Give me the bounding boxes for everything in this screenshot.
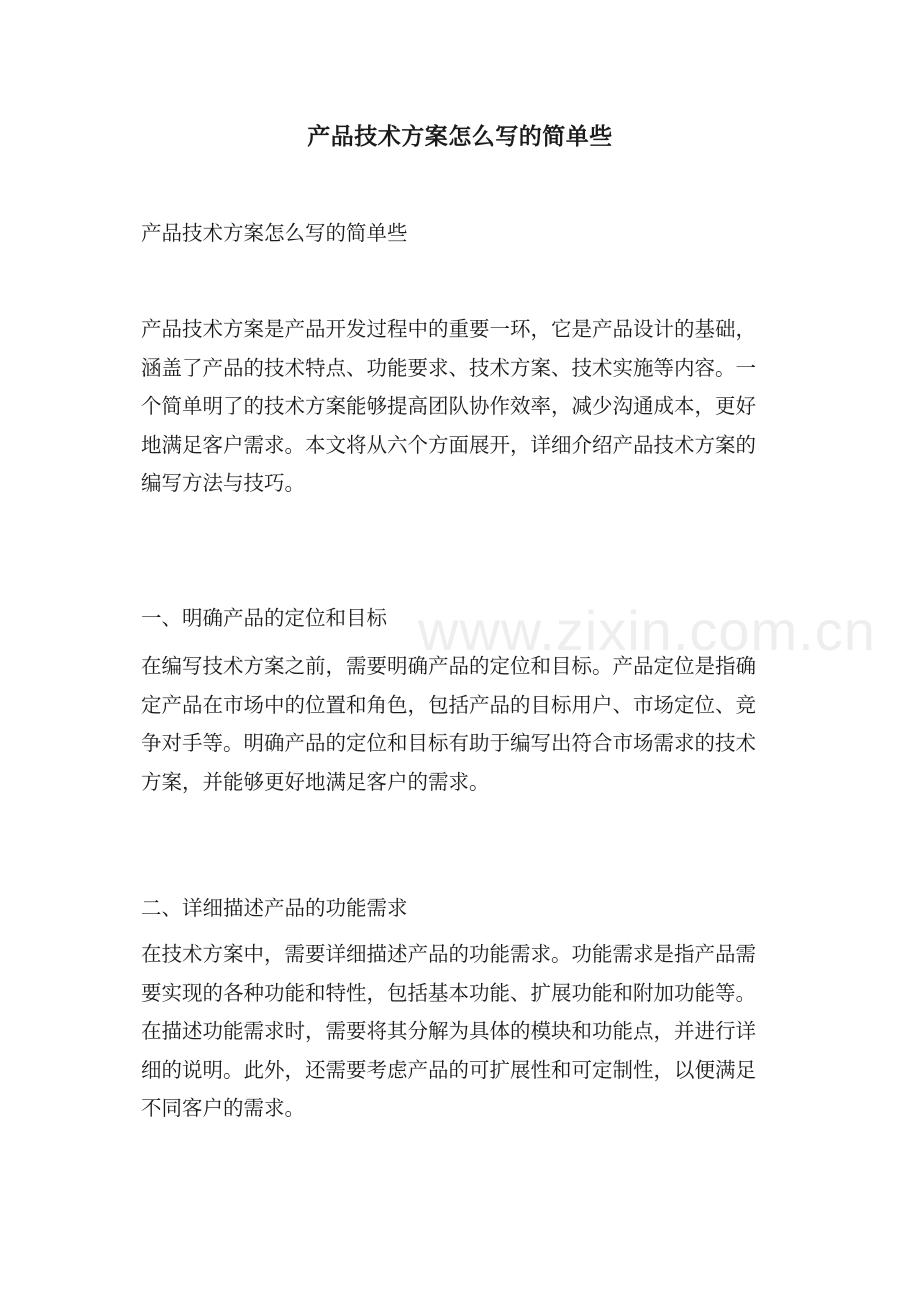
document-subtitle: 产品技术方案怎么写的简单些 — [141, 221, 408, 245]
paragraph-line: 在描述功能需求时，需要将其分解为具体的模块和功能点，并进行详 — [141, 1019, 756, 1044]
paragraph-line: 在编写技术方案之前，需要明确产品的定位和目标。产品定位是指确 — [141, 654, 756, 678]
section-2-paragraph — [141, 935, 801, 1128]
paragraph-line: 编写方法与技巧。 — [141, 471, 305, 496]
section-1-heading: 一、明确产品的定位和目标 — [141, 606, 387, 630]
intro-paragraph — [141, 310, 801, 503]
paragraph-line: 方案，并能够更好地满足客户的需求。 — [141, 769, 490, 794]
paragraph-line: 地满足客户需求。本文将从六个方面展开，详细介绍产品技术方案的 — [141, 432, 756, 457]
paragraph-line: 个简单明了的技术方案能够提高团队协作效率，减少沟通成本，更好 — [141, 394, 756, 419]
paragraph-line: 争对手等。明确产品的定位和目标有助于编写出符合市场需求的技术 — [141, 731, 756, 756]
section-1-paragraph — [141, 647, 801, 801]
paragraph-line: 产品技术方案是产品开发过程中的重要一环，它是产品设计的基础， — [141, 317, 756, 341]
paragraph-line: 要实现的各种功能和特性，包括基本功能、扩展功能和附加功能等。 — [141, 980, 756, 1005]
section-2-heading: 二、详细描述产品的功能需求 — [141, 896, 408, 920]
paragraph-line: 定产品在市场中的位置和角色，包括产品的目标用户、市场定位、竞 — [141, 692, 756, 717]
paragraph-line: 不同客户的需求。 — [141, 1096, 305, 1121]
watermark: www.zixin.com.cn — [418, 599, 876, 662]
paragraph-line: 涵盖了产品的技术特点、功能要求、技术方案、技术实施等内容。一 — [141, 355, 756, 380]
paragraph-line: 细的说明。此外，还需要考虑产品的可扩展性和可定制性，以便满足 — [141, 1057, 756, 1082]
document-title: 产品技术方案怎么写的简单些 — [307, 123, 613, 150]
paragraph-line: 在技术方案中，需要详细描述产品的功能需求。功能需求是指产品需 — [141, 942, 756, 966]
